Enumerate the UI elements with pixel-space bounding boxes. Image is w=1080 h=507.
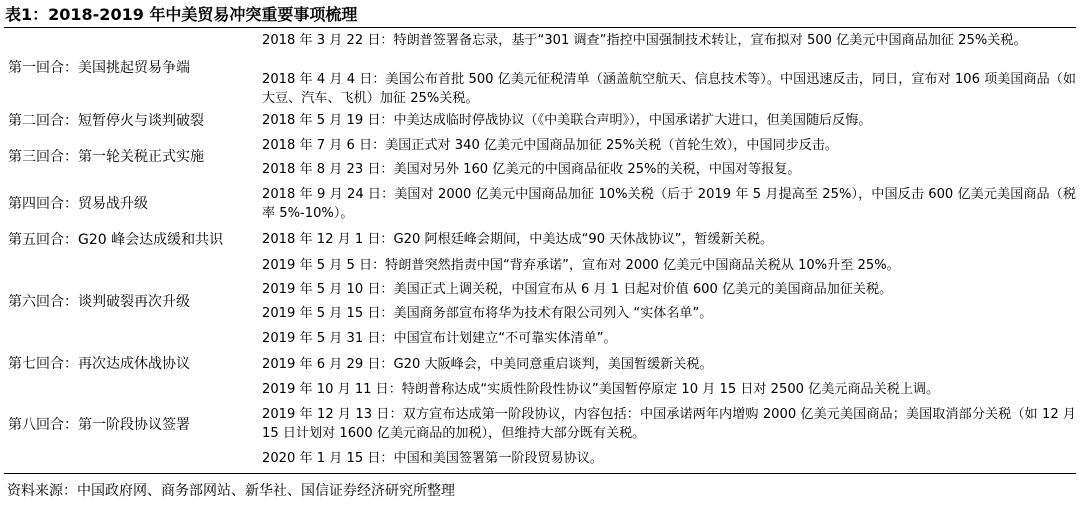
event-text: 2019 年 5 月 15 日：美国商务部宣布将华为技术有限公司列入 “实体名单”。 xyxy=(262,306,713,321)
table-row-round-3 xyxy=(0,133,1080,181)
event-text: 2019 年 10 月 11 日：特朗普称达成“实质性阶段性协议”美国暂停原定 10 月 15 日对 2500 亿美元商品关税上调。 xyxy=(262,382,940,397)
event-text: 2018 年 5 月 19 日：中美达成临时停战协议（《中美联合声明》），中国承诺扩大进口，但美国随后反悔。 xyxy=(262,113,872,128)
round-label xyxy=(8,253,258,352)
event-text: 2018 年 8 月 23 日：美国对另外 160 亿美元的中国商品征收 25%的关税，中国对等报复。 xyxy=(262,162,801,177)
round-label xyxy=(8,28,258,109)
event-text: 2018 年 7 月 6 日：美国正式对 340 亿美元中国商品加征 25%关税（首轮生效），中国同步反击。 xyxy=(262,138,839,153)
event-text: 2019 年 5 月 31 日：中国宣布计划建立“不可靠实体清单”。 xyxy=(262,331,617,346)
round-name: 第六回合：谈判破裂再次升级 xyxy=(8,294,190,310)
round-label xyxy=(8,133,258,181)
round-label xyxy=(8,181,258,227)
source-note: 资料来源：中国政府网、商务部网站、新华社、国信证券经济研究所整理 xyxy=(7,483,455,499)
round-name: 第七回合：再次达成休战协议 xyxy=(8,356,190,372)
bottom-rule xyxy=(4,473,1076,474)
table-row-round-5 xyxy=(0,227,1080,253)
event-text: 2018 年 4 月 4 日：美国公布首批 500 亿美元征税清单（涵盖航空航天、信息技术等）。中国迅速反击，同日，宣布对 106 项美国商品（如大豆、汽车、飞机）加征 25%关税。 xyxy=(262,72,1076,106)
table-row-round-7 xyxy=(0,352,1080,377)
event-text: 2019 年 5 月 5 日：特朗普突然指责中国“背弃承诺”，宣布对 2000 亿美元中国商品关税从 10%升至 25%。 xyxy=(262,258,900,273)
event-text: 2019 年 5 月 10 日：美国正式上调关税，中国宣布从 6 月 1 日起对价值 600 亿美元的美国商品加征关税。 xyxy=(262,282,893,297)
round-name: 第二回合：短暂停火与谈判破裂 xyxy=(8,112,204,129)
round-name: 第一回合：美国挑起贸易争端 xyxy=(8,60,190,76)
round-label xyxy=(8,227,258,253)
event-text: 2019 年 12 月 13 日：双方宣布达成第一阶段协议，内容包括：中国承诺两年内增购 2000 亿美元美国商品；美国取消部分关税（如 12 月 15 日计划对 1600 亿美元商品的加税），但维持大部分既有关税。 xyxy=(262,407,1076,441)
round-label xyxy=(8,109,258,133)
table-row-round-6 xyxy=(0,253,1080,352)
event-text: 2019 年 6 月 29 日：G20 大阪峰会，中美同意重启谈判，美国暂缓新关税。 xyxy=(262,357,713,372)
event-text: 2018 年 3 月 22 日：特朗普签署备忘录，基于“301 调查”指控中国强制技术转让，宣布拟对 500 亿美元中国商品加征 25%关税。 xyxy=(262,33,1027,48)
round-name: 第八回合：第一阶段协议签署 xyxy=(8,416,190,433)
round-name: 第四回合：贸易战升级 xyxy=(8,195,148,212)
round-label xyxy=(8,352,258,377)
table-row-round-8 xyxy=(0,377,1080,473)
table-row-round-1 xyxy=(0,28,1080,109)
table-title: 表1：2018-2019 年中美贸易冲突重要事项梳理 xyxy=(5,5,358,24)
round-label xyxy=(8,377,258,473)
event-text: 2018 年 12 月 1 日：G20 阿根廷峰会期间，中美达成“90 天休战协议”，暂缓新关税。 xyxy=(262,232,774,247)
table-row-round-4 xyxy=(0,181,1080,227)
round-name: 第三回合：第一轮关税正式实施 xyxy=(8,148,204,165)
events-table xyxy=(0,28,1080,473)
event-text: 2020 年 1 月 15 日：中国和美国签署第一阶段贸易协议。 xyxy=(262,451,603,466)
event-text: 2018 年 9 月 24 日：美国对 2000 亿美元中国商品加征 10%关税（后于 2019 年 5 月提高至 25%），中国反击 600 亿美元美国商品（税率 5%-10%）。 xyxy=(262,187,1076,221)
table-row-round-2 xyxy=(0,109,1080,133)
round-name: 第五回合：G20 峰会达成缓和共识 xyxy=(8,231,224,248)
